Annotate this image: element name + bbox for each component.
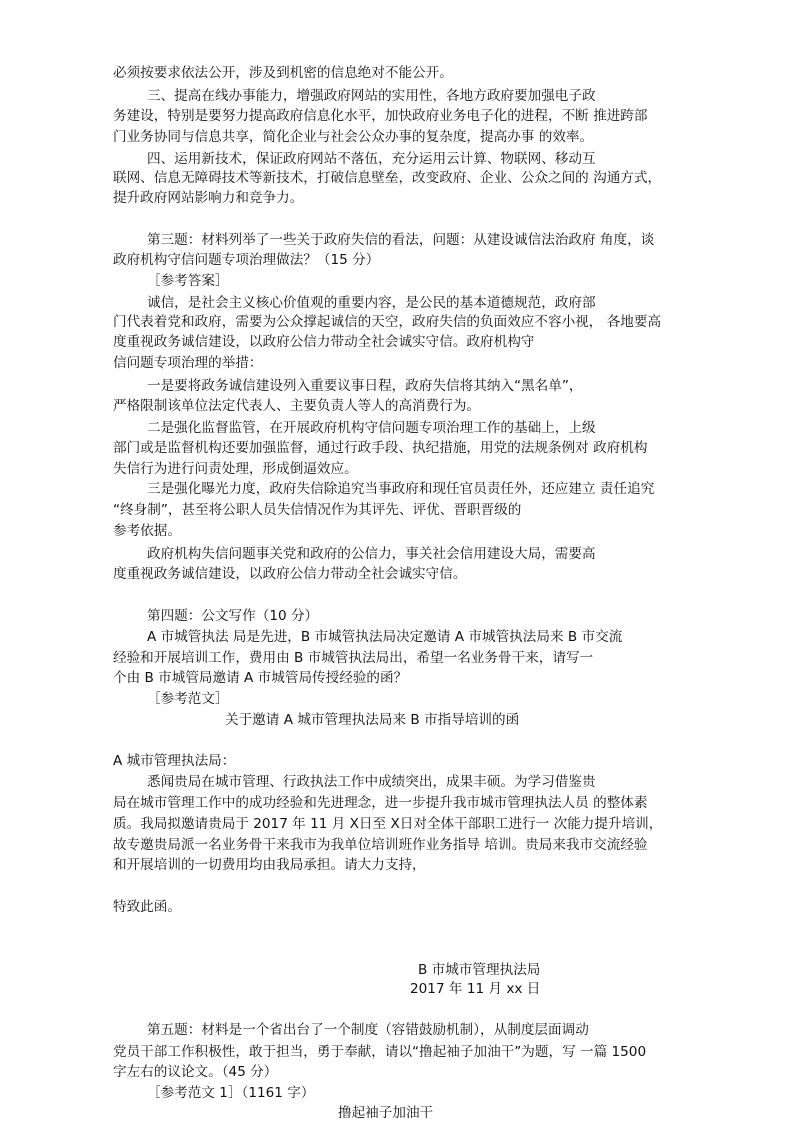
letter-date: 2017 年 11 月 xx 日 bbox=[410, 981, 541, 997]
text-line: 悉闻贵局在城市管理、行政执法工作中成绩突出，成果丰硕。为学习借鉴贵 bbox=[147, 774, 596, 790]
reference-sample-1-label: ［参考范文 1］（1161 字） bbox=[147, 1085, 315, 1101]
reference-answer-label: ［参考答案］ bbox=[147, 273, 229, 289]
text-line: 严格限制该单位法定代表人、主要负责人等人的高消费行为。 bbox=[113, 398, 481, 414]
text-line: 必须按要求依法公开，涉及到机密的信息绝对不能公开。 bbox=[113, 65, 453, 81]
text-line: 提升政府网站影响力和竞争力。 bbox=[113, 190, 304, 206]
text-line: 故专邀贵局派一名业务骨干来我市为我单位培训班作业务指导 培训。贵局来我市交流经验 bbox=[113, 837, 648, 853]
text-line: 务建设，特别是要努力提高政府信息化水平，加快政府业务电子化的进程，不断 推进跨部 bbox=[113, 108, 648, 124]
question-4-heading: 第四题：公文写作（10 分） bbox=[147, 608, 319, 624]
text-line: 和开展培训的一切费用均由我局承担。请大力支持， bbox=[113, 857, 426, 873]
text-line: 一是要将政务诚信建设列入重要议事日程，政府失信将其纳入“黑名单”， bbox=[147, 378, 583, 394]
text-line: 度重视政务诚信建设，以政府公信力带动全社会诚实守信。政府机构守 bbox=[113, 334, 535, 350]
text-line: 质。我局拟邀请贵局于 2017 年 11 月 X日至 X日对全体干部职工进行一 次能力提升培训， bbox=[113, 816, 663, 832]
text-line: 经验和开展培训工作，费用由 B 市城管执法局出，希望一名业务骨干来，请写一 bbox=[113, 650, 594, 666]
text-line: 门代表着党和政府，需要为公众撑起诚信的天空，政府失信的负面效应不容小视， 各地要高 bbox=[113, 314, 662, 330]
text-line: 失信行为进行问责处理，形成倒逼效应。 bbox=[113, 461, 358, 477]
text-line: 三是强化曝光力度，政府失信除追究当事政府和现任官员责任外，还应建立 责任追究 bbox=[147, 481, 655, 497]
letter-closing: 特致此函。 bbox=[113, 899, 181, 915]
reference-sample-label: ［参考范文］ bbox=[147, 691, 229, 707]
text-line: A 市城管执法 局是先进，B 市城管执法局决定邀请 A 市城管执法局来 B 市交流 bbox=[147, 629, 623, 645]
text-line: 度重视政务诚信建设，以政府公信力带动全社会诚实守信。 bbox=[113, 566, 467, 582]
text-line: 政府机构失信问题事关党和政府的公信力，事关社会信用建设大局，需要高 bbox=[147, 546, 596, 562]
text-line: 诚信，是社会主义核心价值观的重要内容，是公民的基本道德规范，政府部 bbox=[147, 295, 596, 311]
text-line: “终身制”，甚至将公职人员失信情况作为其评先、评优、晋职晋级的 bbox=[113, 502, 522, 518]
letter-title: 关于邀请 A 城市管理执法局来 B 市指导培训的函 bbox=[225, 712, 520, 728]
text-line: 个由 B 市城管局邀请 A 市城管局传授经验的函？ bbox=[113, 670, 408, 686]
letter-signature: B 市城市管理执法局 bbox=[418, 962, 541, 978]
text-line: 参考依据。 bbox=[113, 523, 181, 539]
text-line: 政府机构守信问题专项治理做法？（15 分） bbox=[113, 252, 380, 268]
text-line: 联网、信息无障碍技术等新技术，打破信息壁垒，改变政府、企业、公众之间的 沟通方式， bbox=[113, 170, 662, 186]
text-line: 三、提高在线办事能力，增强政府网站的实用性，各地方政府要加强电子政 bbox=[147, 88, 596, 104]
text-line: 二是强化监督监管，在开展政府机构守信问题专项治理工作的基础上，上级 bbox=[147, 420, 596, 436]
text-line: 部门或是监督机构还要加强监督，通过行政手段、执纪措施，用党的法规条例对 政府机构 bbox=[113, 440, 648, 456]
essay-title: 撸起袖子加油干 bbox=[338, 1105, 434, 1121]
text-line: 信问题专项治理的举措： bbox=[113, 355, 263, 371]
text-line: 党员干部工作积极性，敢于担当，勇于奉献，请以“撸起袖子加油干”为题，写 一篇 1500 bbox=[113, 1044, 647, 1060]
text-line: 门业务协同与信息共享，简化企业与社会公众办事的复杂度，提高办事 的效率。 bbox=[113, 129, 594, 145]
question-3-heading: 第三题：材料列举了一些关于政府失信的看法，问题：从建设诚信法治政府 角度，谈 bbox=[147, 232, 655, 248]
question-5-heading: 第五题：材料是一个省出台了一个制度（容错鼓励机制），从制度层面调动 bbox=[147, 1022, 589, 1038]
letter-salutation: A 城市管理执法局： bbox=[113, 753, 236, 769]
text-line: 局在城市管理工作中的成功经验和先进理念，进一步提升我市城市管理执法人员 的整体素 bbox=[113, 795, 648, 811]
text-line: 字左右的议论文。（45 分） bbox=[113, 1064, 278, 1080]
text-line: 四、运用新技术，保证政府网站不落伍，充分运用云计算、物联网、移动互 bbox=[147, 151, 596, 167]
